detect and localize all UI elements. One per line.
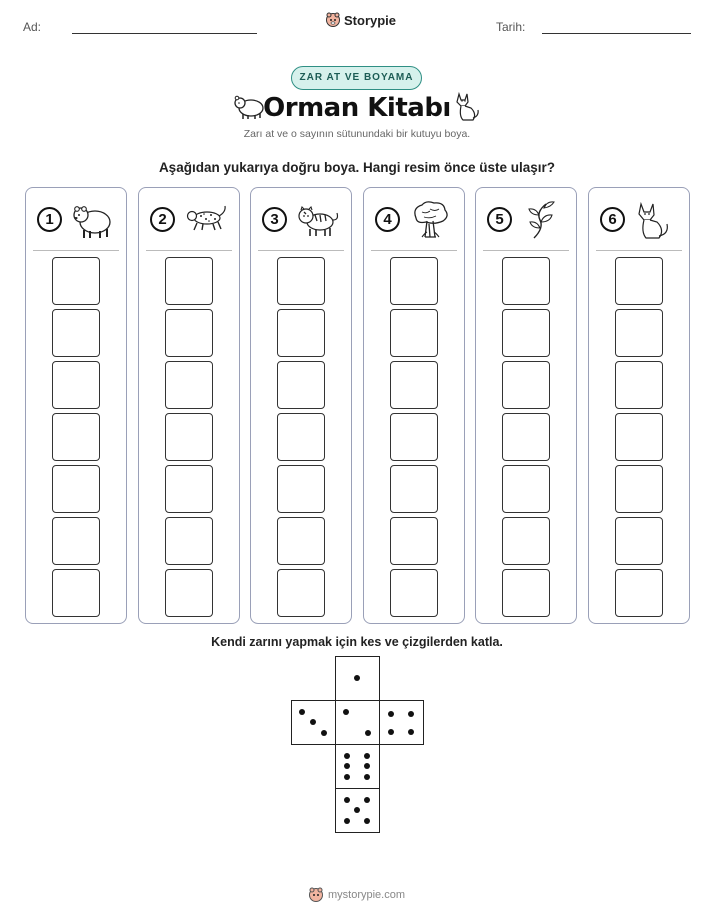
activity-badge: ZAR AT VE BOYAMA xyxy=(291,66,422,90)
column-divider xyxy=(483,250,569,251)
color-box[interactable] xyxy=(502,517,550,565)
pip xyxy=(364,753,370,759)
color-box[interactable] xyxy=(52,465,100,513)
color-box[interactable] xyxy=(165,361,213,409)
color-box[interactable] xyxy=(277,569,325,617)
color-box[interactable] xyxy=(390,517,438,565)
dice-face-1 xyxy=(335,656,380,701)
pip xyxy=(364,763,370,769)
instruction-text: Aşağıdan yukarıya doğru boya. Hangi resim önce üste ulaşır? xyxy=(158,160,556,175)
pip xyxy=(364,774,370,780)
cut-instruction: Kendi zarını yapmak için kes ve çizgilerden katla. xyxy=(211,635,503,649)
color-box[interactable] xyxy=(615,257,663,305)
pip xyxy=(364,797,370,803)
dice-face-3 xyxy=(291,700,336,745)
color-box[interactable] xyxy=(390,309,438,357)
column-divider xyxy=(371,250,457,251)
color-box[interactable] xyxy=(615,569,663,617)
footer xyxy=(308,887,405,903)
pip xyxy=(354,807,360,813)
color-box[interactable] xyxy=(165,257,213,305)
color-box[interactable] xyxy=(277,517,325,565)
name-label: Ad: xyxy=(23,20,42,34)
color-box[interactable] xyxy=(502,361,550,409)
pip xyxy=(388,711,394,717)
color-box[interactable] xyxy=(165,413,213,461)
brand-logo xyxy=(325,12,396,28)
column-5 xyxy=(475,187,577,624)
color-box[interactable] xyxy=(165,517,213,565)
wolf-icon xyxy=(451,90,481,122)
color-box[interactable] xyxy=(52,257,100,305)
column-divider xyxy=(258,250,344,251)
date-label: Tarih: xyxy=(496,20,526,34)
tiger-icon xyxy=(295,200,339,240)
color-box[interactable] xyxy=(165,309,213,357)
column-divider xyxy=(33,250,119,251)
pip xyxy=(408,729,414,735)
pip xyxy=(344,818,350,824)
column-4 xyxy=(363,187,465,624)
column-divider xyxy=(146,250,232,251)
color-box[interactable] xyxy=(615,465,663,513)
pip xyxy=(344,774,350,780)
color-box[interactable] xyxy=(165,465,213,513)
column-2 xyxy=(138,187,240,624)
pip xyxy=(321,730,327,736)
pip xyxy=(344,763,350,769)
dice-face-5 xyxy=(335,788,380,833)
footer-url[interactable]: mystorypie.com xyxy=(328,889,406,901)
color-box[interactable] xyxy=(277,465,325,513)
color-box[interactable] xyxy=(277,413,325,461)
column-1 xyxy=(25,187,127,624)
color-box[interactable] xyxy=(277,309,325,357)
column-number: 1 xyxy=(37,207,62,232)
column-number: 2 xyxy=(150,207,175,232)
column-divider xyxy=(596,250,682,251)
date-line xyxy=(542,33,691,34)
pip xyxy=(354,675,360,681)
dice-face-6 xyxy=(335,744,380,789)
pip xyxy=(365,730,371,736)
color-box[interactable] xyxy=(277,257,325,305)
color-box[interactable] xyxy=(52,361,100,409)
page-title: Orman Kitabı xyxy=(263,93,451,123)
column-number: 5 xyxy=(487,207,512,232)
pip xyxy=(344,797,350,803)
wolf-icon xyxy=(633,200,677,240)
storypie-mascot-icon xyxy=(325,12,341,28)
pip xyxy=(310,719,316,725)
column-6 xyxy=(588,187,690,624)
vine-icon xyxy=(520,200,564,240)
color-box[interactable] xyxy=(277,361,325,409)
color-box[interactable] xyxy=(615,309,663,357)
pip xyxy=(343,709,349,715)
pip xyxy=(344,753,350,759)
subtitle: Zarı at ve o sayının sütunundaki bir kutuyu boya. xyxy=(243,128,471,140)
color-box[interactable] xyxy=(502,309,550,357)
color-box[interactable] xyxy=(390,465,438,513)
color-box[interactable] xyxy=(165,569,213,617)
storypie-mascot-icon xyxy=(308,887,324,903)
pip xyxy=(364,818,370,824)
color-box[interactable] xyxy=(502,413,550,461)
dice-face-4 xyxy=(379,700,424,745)
color-box[interactable] xyxy=(615,413,663,461)
color-box[interactable] xyxy=(52,309,100,357)
color-box[interactable] xyxy=(615,517,663,565)
color-box[interactable] xyxy=(390,569,438,617)
column-number: 6 xyxy=(600,207,625,232)
pip xyxy=(408,711,414,717)
color-box[interactable] xyxy=(502,569,550,617)
pip xyxy=(299,709,305,715)
color-box[interactable] xyxy=(390,361,438,409)
color-box[interactable] xyxy=(52,413,100,461)
tree-icon xyxy=(408,200,452,240)
column-number: 3 xyxy=(262,207,287,232)
column-number: 4 xyxy=(375,207,400,232)
color-box[interactable] xyxy=(615,361,663,409)
column-3 xyxy=(250,187,352,624)
name-line xyxy=(72,33,257,34)
color-box[interactable] xyxy=(52,517,100,565)
color-box[interactable] xyxy=(52,569,100,617)
dice-face-2 xyxy=(335,700,380,745)
brand-name: Storypie xyxy=(344,12,397,28)
color-box[interactable] xyxy=(502,465,550,513)
leopard-icon xyxy=(183,200,227,240)
pip xyxy=(388,729,394,735)
bear-icon xyxy=(70,200,114,240)
color-box[interactable] xyxy=(390,257,438,305)
color-box[interactable] xyxy=(502,257,550,305)
color-box[interactable] xyxy=(390,413,438,461)
